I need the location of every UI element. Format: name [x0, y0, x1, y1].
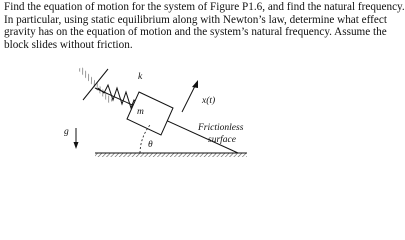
problem-line: block slides without friction. [4, 38, 133, 51]
mass-block [127, 92, 173, 135]
displacement-arrow [182, 80, 198, 112]
gravity-arrow [74, 128, 79, 149]
problem-line: In particular, using static equilibrium along with Newton’s law, determine what effect [4, 13, 387, 26]
spring-label: k [138, 72, 143, 82]
surface-label-line2: surface [208, 135, 236, 145]
gravity-label: g [64, 127, 69, 137]
angle-label: θ [148, 140, 153, 150]
problem-line: Find the equation of motion for the system of Figure P1.6, and find the natural frequency. [4, 1, 405, 13]
problem-line: gravity has on the equation of motion and the system’s natural frequency. Assume the [4, 26, 387, 39]
surface-label-line1: Frictionless [198, 123, 244, 133]
displacement-label: x(t) [202, 96, 216, 106]
mass-label: m [137, 107, 144, 117]
ground [95, 153, 247, 157]
